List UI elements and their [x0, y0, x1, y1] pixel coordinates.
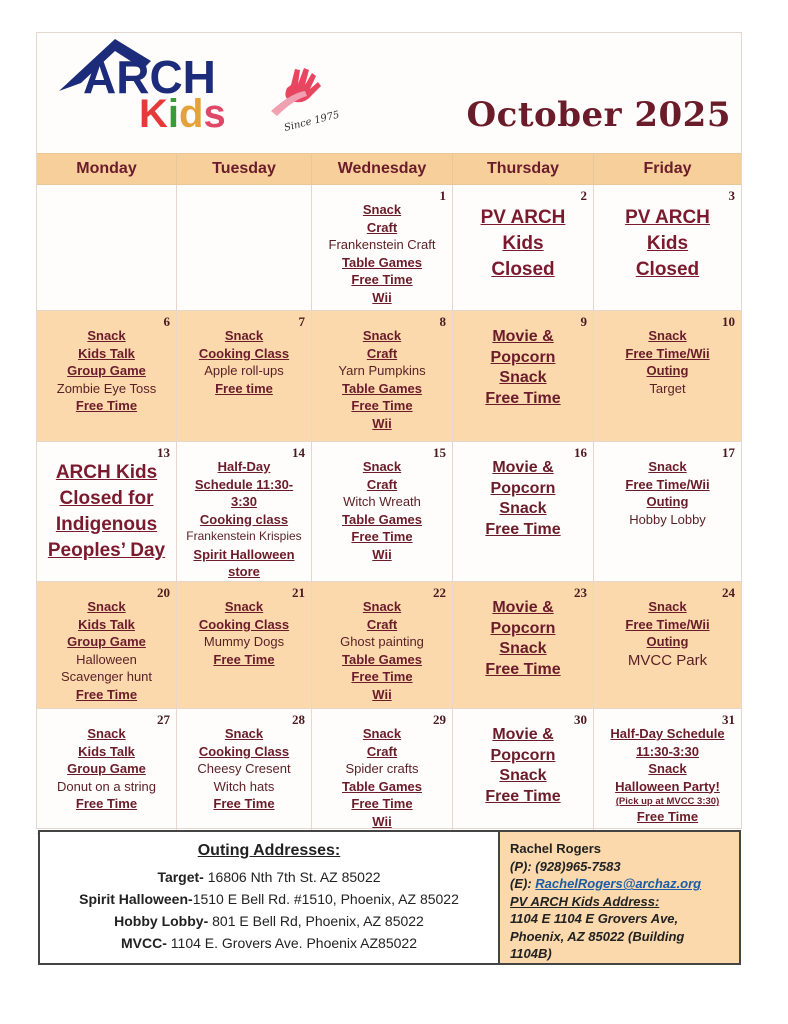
day-cell-thursday	[453, 709, 594, 833]
activity-item: Snack	[362, 459, 402, 474]
arch-kids-logo	[47, 39, 347, 139]
activity-item: Snack	[648, 761, 687, 776]
activity-item: Popcorn	[490, 479, 556, 497]
activity-item: Zombie Eye Toss	[56, 380, 157, 396]
activity-item: 11:30-3:30	[636, 743, 699, 759]
day-cell-wednesday	[312, 582, 453, 708]
date-number: 2	[580, 188, 587, 203]
logo-s: s	[203, 92, 226, 136]
day-cell-friday	[594, 185, 741, 310]
logo-k: K	[139, 92, 168, 136]
activity-item: Schedule 11:30-	[194, 476, 294, 492]
activity-item: Free Time	[75, 398, 138, 413]
address-mvcc: MVCC- 1104 E. Grovers Ave. Phoenix AZ85022	[121, 935, 417, 951]
activity-item: Popcorn	[490, 348, 556, 366]
activity-item: Cooking class	[199, 511, 289, 527]
activity-item: Table Games	[342, 511, 422, 527]
activity-item: Closed	[635, 259, 700, 280]
activity-item: Halloween	[76, 651, 137, 667]
activity-item: Cheesy Cresent	[197, 761, 291, 776]
activity-item: Free Time	[75, 796, 138, 811]
activity-item: Snack	[362, 202, 402, 217]
activity-item: Group Game	[67, 634, 146, 649]
activity-item: Donut on a string	[56, 778, 156, 794]
activity-item: Frankenstein Krispies	[186, 529, 302, 543]
day-cell-friday	[594, 709, 741, 833]
activity-item: Yarn Pumpkins	[338, 363, 426, 378]
activity-item: Free Time	[485, 389, 561, 407]
week-row	[37, 582, 741, 709]
activity-item: Free Time	[75, 686, 138, 702]
activity-item: Spider crafts	[345, 761, 419, 776]
weekday-wednesday: Wednesday	[312, 154, 453, 184]
activity-item: Apple roll-ups	[204, 363, 284, 378]
day-cell-monday	[37, 311, 177, 441]
day-cell-wednesday	[312, 311, 453, 441]
date-number: 23	[574, 585, 587, 600]
calendar-header	[37, 33, 741, 153]
calendar-grid	[37, 185, 741, 834]
activity-item: MVCC Park	[627, 651, 708, 669]
contact-info	[500, 832, 739, 963]
date-number: 13	[157, 445, 170, 460]
address-target: Target- 16806 Nth 7th St. AZ 85022	[157, 869, 381, 885]
day-cell-wednesday	[312, 442, 453, 581]
logo-arch-text: ARCH	[83, 51, 216, 103]
logo-d: d	[179, 92, 204, 136]
day-cell-friday	[594, 582, 741, 708]
date-number: 22	[433, 585, 446, 600]
activity-item: Wii	[372, 686, 392, 702]
activity-item: Group Game	[67, 761, 146, 776]
week-row	[37, 442, 741, 582]
day-cell-monday	[37, 185, 177, 310]
activity-item: Table Games	[342, 254, 422, 270]
activity-item: Free Time	[351, 272, 413, 287]
weekday-tuesday: Tuesday	[177, 154, 312, 184]
date-number: 6	[163, 314, 170, 329]
activity-item: Kids Talk	[78, 616, 135, 632]
activity-item: Target	[649, 380, 686, 396]
activity-item: Witch Wreath	[343, 494, 421, 509]
day-cell-tuesday	[177, 311, 312, 441]
activity-item: Snack	[362, 328, 402, 343]
date-number: 16	[574, 445, 587, 460]
activity-item: 3:30	[230, 494, 258, 509]
activity-item: Snack	[87, 726, 126, 741]
week-row	[37, 311, 741, 442]
activity-item: Free Time	[213, 651, 275, 667]
contact-email-row: (E): RachelRogers@archaz.org	[510, 876, 702, 891]
date-number: 29	[433, 712, 446, 727]
week-row	[37, 185, 741, 311]
activity-item: Outing	[646, 634, 689, 649]
activity-item: Free Time	[351, 796, 413, 811]
day-cell-friday	[594, 311, 741, 441]
activity-item: Craft	[366, 743, 398, 759]
date-number: 28	[292, 712, 305, 727]
activity-item: Frankenstein Craft	[328, 237, 436, 252]
weekday-monday: Monday	[37, 154, 177, 184]
activity-item: Peoples’ Day	[47, 540, 166, 561]
activity-item: Table Games	[342, 778, 422, 794]
activity-item: Closed for	[59, 488, 154, 509]
activity-item: Craft	[366, 219, 398, 235]
calendar-sheet	[36, 32, 742, 829]
activity-item: Cooking Class	[198, 743, 290, 759]
day-cell-tuesday	[177, 582, 312, 708]
weekday-header-row	[37, 153, 741, 185]
date-number: 31	[722, 712, 735, 727]
weekday-thursday: Thursday	[453, 154, 594, 184]
activity-item: ARCH Kids	[55, 462, 158, 483]
activity-item: Craft	[366, 476, 398, 492]
date-number: 17	[722, 445, 735, 460]
activity-item: Craft	[366, 616, 398, 632]
date-number: 27	[157, 712, 170, 727]
day-cell-monday	[37, 442, 177, 581]
activity-item: Spirit Halloween	[193, 546, 295, 562]
address-spirit-halloween: Spirit Halloween-1510 E Bell Rd. #1510, Phoenix, AZ 85022	[79, 891, 459, 907]
activity-item: Snack	[224, 328, 264, 343]
activity-item: Kids	[646, 233, 689, 254]
day-cell-monday	[37, 709, 177, 833]
date-number: 21	[292, 585, 305, 600]
activity-item: Half-Day	[217, 459, 271, 474]
outing-addresses-title: Outing Addresses:	[197, 842, 341, 859]
day-cell-thursday	[453, 185, 594, 310]
day-cell-wednesday	[312, 709, 453, 833]
date-number: 1	[439, 188, 446, 203]
activity-item: Snack	[499, 767, 547, 784]
date-number: 15	[433, 445, 446, 460]
footer-info	[38, 830, 741, 965]
day-cell-thursday	[453, 311, 594, 441]
logo-i: i	[167, 92, 180, 136]
date-number: 20	[157, 585, 170, 600]
activity-item: Wii	[372, 415, 392, 431]
activity-item: Movie &	[492, 599, 554, 616]
date-number: 3	[728, 188, 735, 203]
activity-item: PV ARCH	[480, 207, 566, 228]
activity-item: Kids	[502, 233, 544, 254]
activity-item: Free Time	[485, 660, 561, 678]
date-number: 7	[298, 314, 305, 329]
contact-phone: (P): (928)965-7583	[510, 858, 621, 874]
day-cell-tuesday	[177, 709, 312, 833]
activity-item: Free time	[215, 380, 273, 396]
activity-item: Table Games	[342, 380, 422, 396]
activity-item: Snack	[87, 328, 126, 343]
activity-item: Kids Talk	[78, 345, 135, 361]
activity-item: store	[228, 564, 260, 579]
kids-address: 1104 E 1104 E Grovers Ave, Phoenix, AZ 85022 (Building 1104B)	[510, 911, 685, 961]
kids-address-label: PV ARCH Kids Address:	[510, 893, 660, 909]
date-number: 14	[292, 445, 305, 460]
date-number: 9	[580, 314, 587, 329]
activity-item: Halloween Party!	[615, 778, 720, 794]
activity-item: Half-Day Schedule	[610, 726, 725, 741]
activity-item: Snack	[224, 599, 264, 614]
activity-item: Snack	[362, 599, 402, 614]
activity-item: Mummy Dogs	[203, 634, 285, 649]
activity-item: Free Time	[213, 796, 275, 811]
activity-item: Snack	[648, 459, 687, 474]
activity-item: Snack	[499, 640, 547, 657]
activity-item: Closed	[491, 259, 555, 280]
date-number: 8	[439, 314, 446, 329]
week-row	[37, 709, 741, 834]
activity-item: Movie &	[492, 726, 554, 743]
contact-email-link[interactable]: RachelRogers@archaz.org	[535, 876, 702, 891]
activity-item: Group Game	[67, 363, 146, 378]
activity-item: Wii	[372, 813, 392, 829]
activity-item: Wii	[372, 289, 392, 305]
activity-item: Popcorn	[490, 746, 556, 764]
activity-item: Indigenous	[55, 514, 158, 535]
activity-item: Free Time	[351, 529, 413, 544]
activity-item: Snack	[648, 599, 687, 614]
day-cell-friday	[594, 442, 741, 581]
activity-item: Craft	[366, 345, 398, 361]
activity-item: Outing	[646, 494, 689, 509]
activity-item: (Pick up at MVCC 3:30)	[615, 796, 720, 807]
day-cell-tuesday	[177, 442, 312, 581]
activity-item: PV ARCH	[625, 207, 710, 228]
month-title: October 2025	[466, 95, 731, 135]
activity-item: Hobby Lobby	[629, 511, 706, 527]
activity-item: Movie &	[492, 328, 554, 345]
activity-item: Free Time	[485, 520, 561, 538]
activity-item: Cooking Class	[198, 345, 290, 361]
contact-name: Rachel Rogers	[510, 841, 602, 856]
date-number: 10	[722, 314, 735, 329]
activity-item: Table Games	[342, 651, 422, 667]
activity-item: Free Time	[485, 787, 561, 805]
date-number: 24	[722, 585, 735, 600]
date-number: 30	[574, 712, 587, 727]
activity-item: Free Time/Wii	[625, 476, 710, 492]
activity-item: Snack	[499, 500, 547, 517]
address-hobby-lobby: Hobby Lobby- 801 E Bell Rd, Phoenix, AZ 85022	[114, 913, 424, 929]
day-cell-monday	[37, 582, 177, 708]
logo-since: Since 1975	[283, 109, 341, 134]
svg-text:Kids	[139, 92, 226, 136]
activity-item: Free Time	[351, 669, 413, 684]
activity-item: Popcorn	[490, 619, 556, 637]
activity-item: Ghost painting	[340, 634, 424, 649]
activity-item: Snack	[224, 726, 264, 741]
activity-item: Free Time/Wii	[625, 345, 710, 361]
hand-icon	[271, 68, 321, 116]
activity-item: Free Time	[636, 809, 699, 824]
activity-item: Kids Talk	[78, 743, 135, 759]
activity-item: Wii	[372, 546, 392, 562]
activity-item: Snack	[499, 369, 547, 386]
day-cell-thursday	[453, 442, 594, 581]
activity-item: Free Time	[351, 398, 413, 413]
activity-item: Snack	[648, 328, 687, 343]
activity-item: Witch hats	[213, 778, 275, 794]
weekday-friday: Friday	[643, 160, 692, 177]
day-cell-thursday	[453, 582, 594, 708]
activity-item: Free Time/Wii	[625, 616, 710, 632]
activity-item: Snack	[362, 726, 402, 741]
activity-item: Scavenger hunt	[60, 669, 153, 684]
activity-item: Snack	[87, 599, 126, 614]
activity-item: Cooking Class	[198, 616, 290, 632]
day-cell-tuesday	[177, 185, 312, 310]
day-cell-wednesday	[312, 185, 453, 310]
activity-item: Movie &	[492, 459, 554, 476]
outing-addresses	[40, 832, 500, 963]
activity-item: Outing	[646, 363, 689, 378]
